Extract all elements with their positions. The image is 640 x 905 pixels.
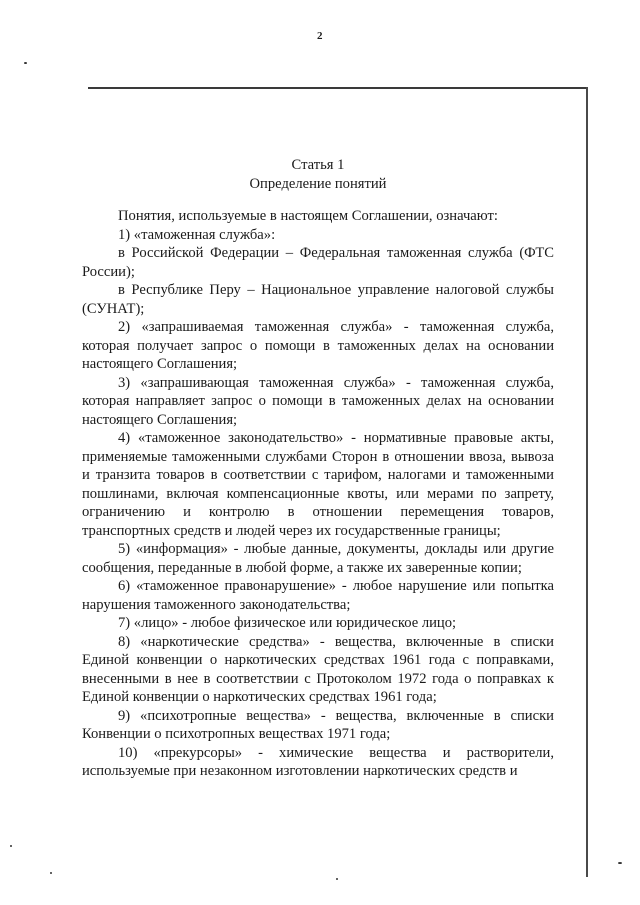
scan-speck [10,845,12,847]
definition-customs-offence: 6) «таможенное правонарушение» - любое нарушение или попытка нарушения таможенного законодательства; [82,578,554,613]
definition-person: 7) «лицо» - любое физическое или юридическое лицо; [118,615,457,631]
page-number: 2 [317,30,323,42]
definition-narcotic-drugs: 8) «наркотические средства» - вещества, включенные в списки Единой конвенции о наркотических средствах 1961 года с поправками, внесенными в нее в соответствии с Протоколом 1972 года о поправках к Единой конвенции о наркотических средствах 1961 года; [82,633,554,705]
definition-requested-customs-service: 2) «запрашиваемая таможенная служба» - таможенная служба, которая получает запрос о помощи в таможенных делах на основании настоящего Соглашения; [82,319,554,372]
scan-speck [50,872,52,874]
definition-customs-service-russia: в Российской Федерации – Федеральная таможенная служба (ФТС России); [82,245,554,280]
paragraph-intro: Понятия, используемые в настоящем Соглашении, означают: [118,208,498,224]
definition-requesting-customs-service: 3) «запрашивающая таможенная служба» - таможенная служба, которая направляет запрос о помощи в таможенных делах на основании настоящего Соглашения; [82,374,554,428]
frame-top-border [88,87,588,89]
definition-customs-legislation: 4) «таможенное законодательство» - нормативные правовые акты, применяемые таможенными службами Сторон в отношении ввоза, вывоза и транзита товаров в соответствии с тарифом, налогами и таможенными пошлинами, включая компенсационные квоты, или мерами по запрету, ограничению и контролю в отношении перемещения товаров, транспортных средств и людей через их государственные границы; [82,430,554,539]
definition-customs-service: 1) «таможенная служба»: [118,226,276,243]
scan-speck [24,62,27,64]
definition-precursors: 10) «прекурсоры» - химические вещества и растворители, используемые при незаконном изготовлении наркотических средств и [82,744,554,779]
article-subtitle: Определение понятий [249,175,387,192]
scan-speck [336,878,338,880]
article-body [82,156,554,781]
scan-speck [618,862,622,864]
article-title: Статья 1 [291,157,345,173]
frame-right-border [586,87,588,877]
definition-psychotropic-substances: 9) «психотропные вещества» - вещества, включенные в списки Конвенции о психотропных веществах 1971 года; [82,707,554,742]
definition-information: 5) «информация» - любые данные, документы, доклады или другие сообщения, переданные в любой форме, а также их заверенные копии; [82,541,554,576]
definition-customs-service-peru: в Республике Перу – Национальное управление налоговой службы (СУНАТ); [82,282,554,317]
